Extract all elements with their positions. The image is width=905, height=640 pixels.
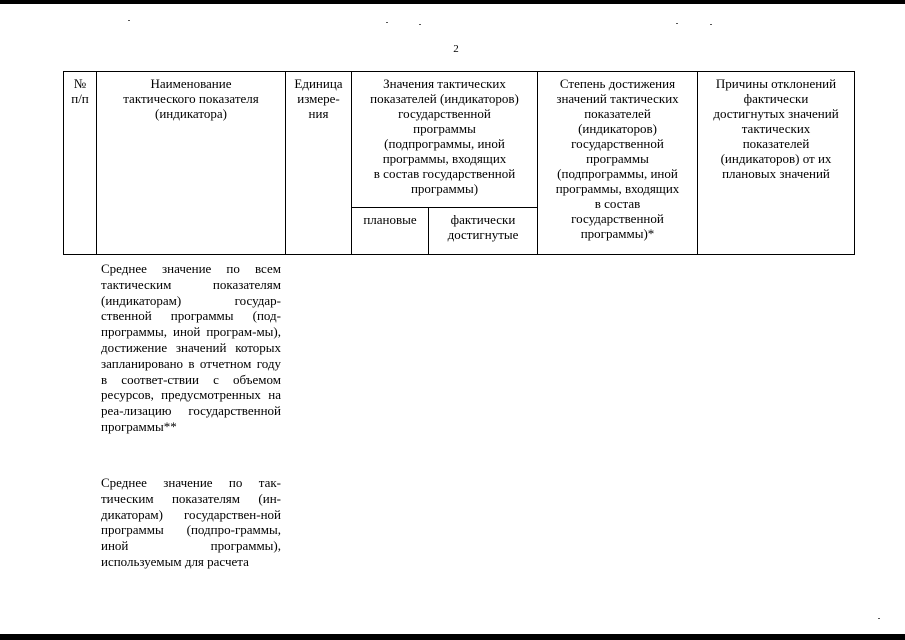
scan-speck xyxy=(676,23,678,24)
col-actual-values-header: фактически достигнутые xyxy=(429,208,538,255)
top-scan-border xyxy=(0,0,905,4)
col-values-header: Значения тактических показателей (индикаторов) государственной программы (подпрограммы, иной программы, входящих в состав государственной программы) xyxy=(352,72,538,208)
scan-speck xyxy=(878,618,880,619)
col-planned-values-header: плановые xyxy=(352,208,429,255)
indicator-table-header xyxy=(63,71,855,255)
scan-speck xyxy=(710,24,712,25)
scan-speck xyxy=(419,24,421,25)
paragraph-average-all-indicators: Среднее значение по всем тактическим показателям (индикаторам) государ-ственной программы (под-программы, иной програм-мы), достижение значений которых запланировано в отчетном году в соответ-ствии с объемом ресурсов, предусмотренных на реа-лизацию государственной программы** xyxy=(101,261,281,434)
scan-speck xyxy=(386,22,388,23)
col-achievement-degree-header: Степень достижения значений тактических показателей (индикаторов) государственной программы (подпрограммы, иной программы, входящих в состав государственной программы)* xyxy=(538,72,698,255)
col-number-header: № п/п xyxy=(64,72,97,255)
paragraph-average-calculation-indicators: Среднее значение по так-тическим показателям (ин-дикаторам) государствен-ной программы (подпро-граммы, иной программы), используемым для расчета xyxy=(101,475,281,569)
scan-speck xyxy=(128,20,130,21)
bottom-scan-border xyxy=(0,634,905,640)
page-number: 2 xyxy=(453,43,459,55)
col-unit-header: Единица измере- ния xyxy=(286,72,352,255)
col-deviation-reasons-header: Причины отклонений фактически достигнутых значений тактических показателей (индикаторов) от их плановых значений xyxy=(698,72,855,255)
col-indicator-name-header: Наименование тактического показателя (индикатора) xyxy=(97,72,286,255)
